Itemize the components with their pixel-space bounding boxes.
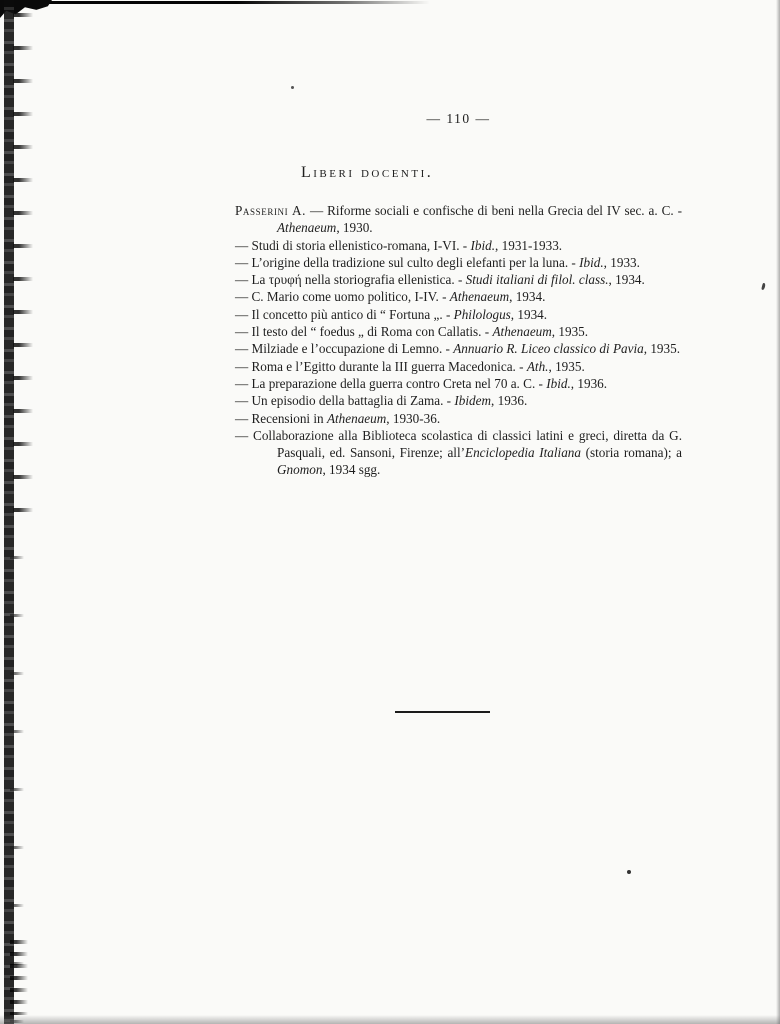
entry-text-segment: — Studi di storia ellenistico-romana, I-VI. - [235,237,471,253]
entry-text-segment: — Un episodio della battaglia di Zama. - [235,393,455,409]
entry-text-segment: Gnomon [277,462,323,478]
entry-text-segment: Passerini A. [235,203,307,218]
scan-artifact-top-line [0,1,430,4]
entry-text-segment: Philologus [453,306,511,322]
bibliography-entry [235,427,682,479]
entry-text-segment: Ibid. [546,375,571,391]
entry-text-segment: — Il testo del “ foedus „ di Roma con Callatis. - [235,324,493,340]
bibliography-entry [235,306,682,323]
scan-artifact-speck [761,283,766,291]
entry-text-segment: , 1934 sgg. [322,462,381,478]
entry-text-segment: Studi italiani di filol. class. [465,272,609,288]
entry-text-segment: , 1930. [336,220,373,236]
bibliography-entry [235,202,682,237]
entry-text-segment: Annuario R. Liceo classico di Pavia [453,341,644,357]
entry-text-segment: , 1930-36. [386,410,441,426]
entry-text-segment: , 1935. [551,324,589,340]
bibliography-entry [235,375,682,392]
entry-text-segment: , 1936. [570,375,608,391]
entry-text-segment: — Riforme sociali e confische di beni nella Grecia del IV sec. a. C. - [306,203,682,218]
entry-text-segment: Ibidem [454,393,491,409]
entry-text-segment: — Collaborazione alla Biblioteca scolastica di classici latini e greci, diretta da G. Pasquali, ed. Sansoni, Firenze; all’ [235,427,682,461]
entry-text-segment: Athenaeum [492,324,552,340]
bibliography-list [235,202,682,479]
entry-text-segment: , 1936. [491,393,528,409]
scan-artifact-bottom-band [0,1015,780,1024]
entry-text-segment: — La τρυφή nella storiografia ellenistica. - [235,272,466,288]
scan-artifact-bottom-left-marks [10,940,28,1015]
entry-text-segment: — La preparazione della guerra contro Creta nel 70 a. C. - [235,375,547,391]
scan-artifact-edge-ticks-lower [10,530,24,1024]
entry-text-segment: , 1931-1933. [495,237,563,253]
section-end-rule [395,711,490,713]
bibliography-entry [235,254,682,271]
bibliography-entry [235,288,682,305]
bibliography-entry [235,358,682,375]
bibliography-entry [235,237,682,254]
entry-text-segment: (storia romana); a [580,445,682,461]
scan-artifact-edge-ticks-upper [13,0,33,530]
bibliography-entry [235,323,682,340]
bibliography-entry [235,392,682,409]
section-heading: Liberi docenti. [301,164,434,181]
entry-text-segment: Athenaeum [277,220,337,236]
entry-text-segment: Ath. [526,358,549,374]
scan-artifact-speck [291,86,294,89]
entry-text-segment: , 1934. [509,289,546,305]
bibliography-entry [235,340,682,357]
entry-text-segment: , 1933. [603,254,640,270]
scan-artifact-right-edge [776,0,780,1024]
entry-text-segment: — L’origine della tradizione sul culto degli elefanti per la luna. - [235,254,580,270]
entry-text-segment: — Milziade e l’occupazione di Lemno. - [235,341,454,357]
entry-text-segment: , 1934. [608,272,645,288]
scan-artifact-speck [627,870,631,874]
entry-text-segment: — Recensioni in [235,410,327,426]
scan-artifact-top-left-blob [0,0,52,18]
page-number: — 110 — [426,111,491,126]
entry-text-segment: Enciclopedia Italiana [465,445,581,461]
entry-text-segment: — Il concetto più antico di “ Fortuna „. - [235,306,454,322]
entry-text-segment: Athenaeum [449,289,510,305]
entry-text-segment: — C. Mario come uomo politico, I-IV. - [235,289,450,305]
entry-text-segment: Ibid. [470,237,496,253]
entry-text-segment: Ibid. [579,254,604,270]
entry-text-segment: , 1935. [643,341,680,357]
entry-text-segment: Athenaeum [326,410,387,426]
bibliography-entry [235,271,682,288]
scan-artifact-binding-edge [4,0,14,1024]
entry-text-segment: — Roma e l’Egitto durante la III guerra Macedonica. - [235,358,527,374]
entry-text-segment: , 1934. [510,306,548,322]
entry-text-segment: , 1935. [548,358,585,374]
bibliography-entry [235,410,682,427]
